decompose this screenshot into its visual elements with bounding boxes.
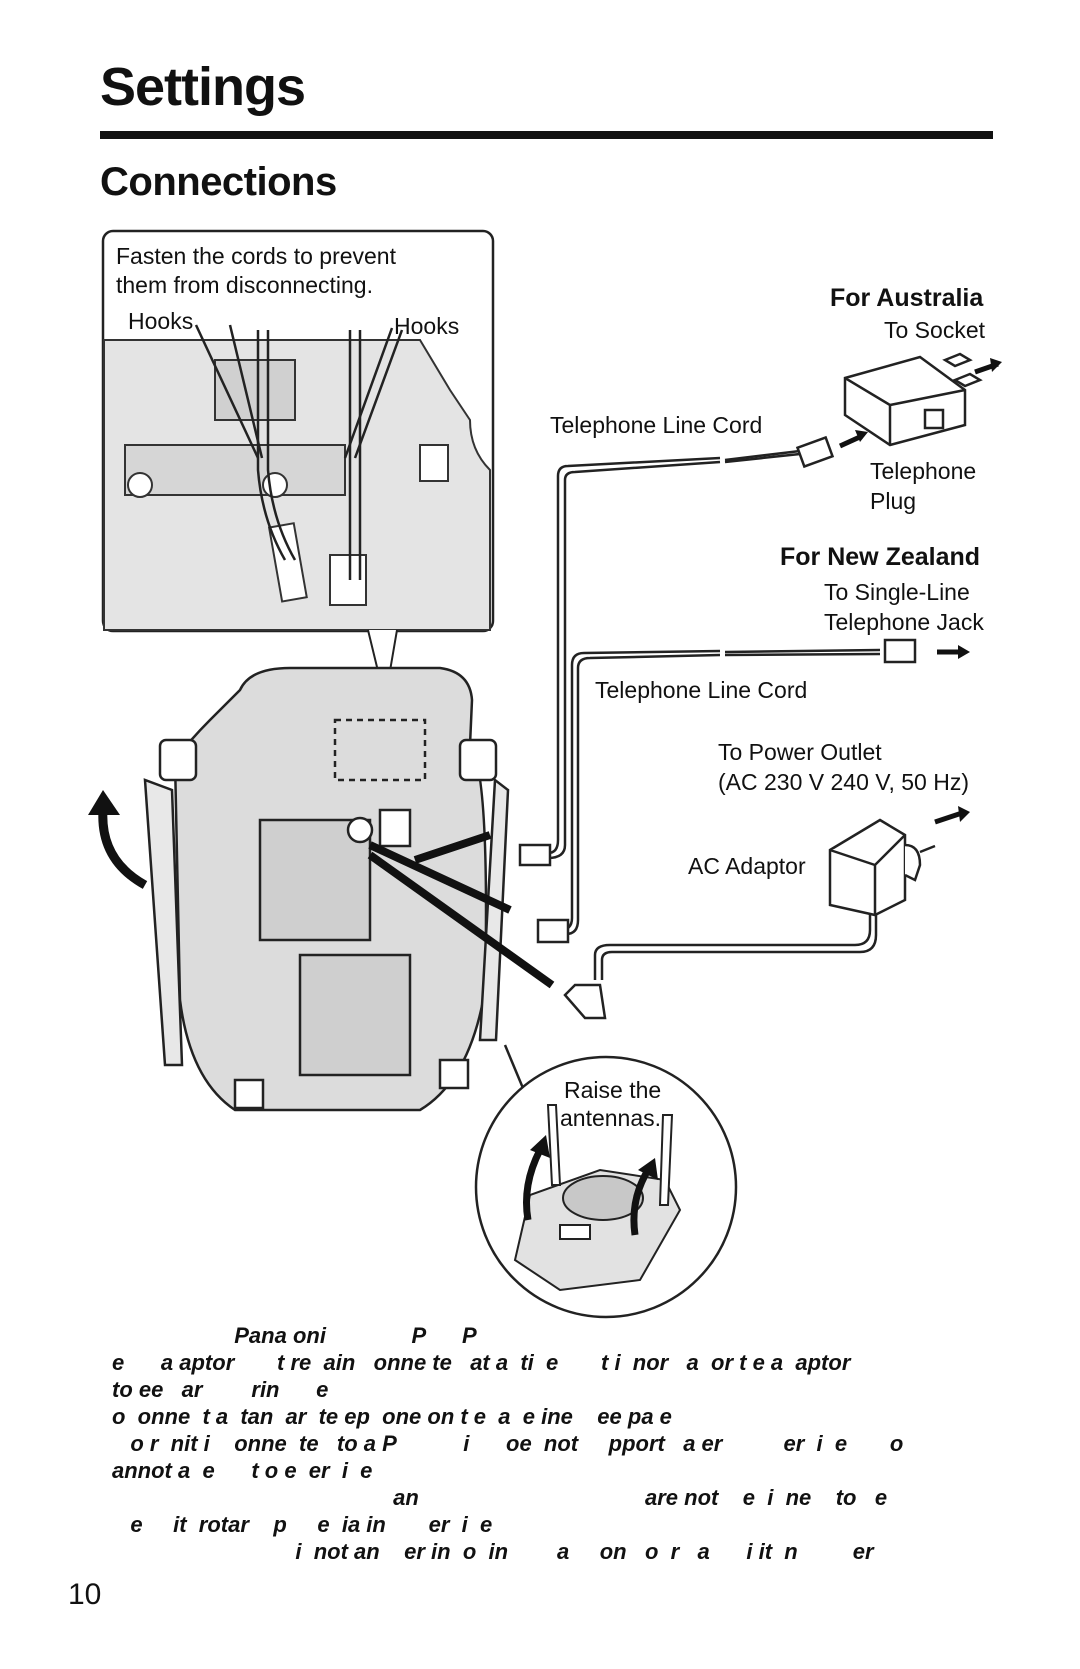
ac-adaptor-label: AC Adaptor: [688, 853, 806, 879]
section-title: Connections: [100, 160, 337, 204]
power-outlet-line1: To Power Outlet: [718, 739, 882, 765]
nz-cord-label: Telephone Line Cord: [595, 677, 808, 703]
footnote-line: an are not e i ne to e: [112, 1485, 888, 1510]
hooks-label-right: Hooks: [394, 313, 460, 339]
callout-base-detail: [104, 340, 490, 630]
footnote-line: annot a e t o e er i e: [112, 1458, 373, 1483]
ac-adaptor-icon: [830, 820, 935, 915]
antenna-instruction-line1: Raise the: [564, 1077, 662, 1103]
footnote-line: e it rotar p e ia in er i e: [112, 1512, 493, 1537]
nz-modular-plug: [885, 640, 915, 662]
antenna-instruction-line2: antennas.: [560, 1105, 662, 1131]
footnote-line: to ee ar rin e: [112, 1377, 329, 1402]
callout-instruction-line1: Fasten the cords to prevent: [116, 243, 396, 269]
power-outlet-line2: (AC 230 V 240 V, 50 Hz): [718, 769, 970, 795]
australia-heading: For Australia: [830, 284, 984, 312]
base-unit: [160, 668, 496, 1110]
footnote-line: e a aptor t re ain onne te at a ti e t i nor a or t e a aptor: [112, 1350, 851, 1375]
australia-plug-line1: Telephone: [870, 458, 977, 484]
hooks-label-left: Hooks: [128, 308, 194, 334]
new-zealand-heading: For New Zealand: [780, 543, 981, 571]
nz-jack-line2: Telephone Jack: [824, 609, 984, 635]
modular-plug-base-2: [538, 920, 568, 942]
raise-arrow-icon: [103, 810, 145, 885]
page-title: Settings: [100, 57, 306, 117]
footnote-line: o onne t a tan ar te ep one on t e a e ine ee pa e: [112, 1404, 672, 1429]
footnote-line: i not an er in o in a on o r a i it n er: [112, 1539, 874, 1564]
footnote-line: Pana oni P P: [112, 1323, 477, 1348]
footnote-line: o r nit i onne te to a P i oe not pport a er er i e o: [112, 1431, 904, 1456]
australia-plug-line2: Plug: [870, 488, 917, 514]
footnotes: [112, 1322, 1042, 1565]
modular-plug-base-1: [520, 845, 550, 865]
page-number: 10: [68, 1578, 102, 1611]
callout-instruction-line2: them from disconnecting.: [116, 272, 373, 298]
australia-cord-label: Telephone Line Cord: [550, 412, 763, 438]
dc-plug: [565, 985, 605, 1018]
nz-jack-line1: To Single-Line: [824, 579, 970, 605]
au-telephone-plug: [797, 437, 832, 466]
australian-adaptor: [845, 354, 980, 445]
australia-to-socket: To Socket: [884, 317, 985, 343]
